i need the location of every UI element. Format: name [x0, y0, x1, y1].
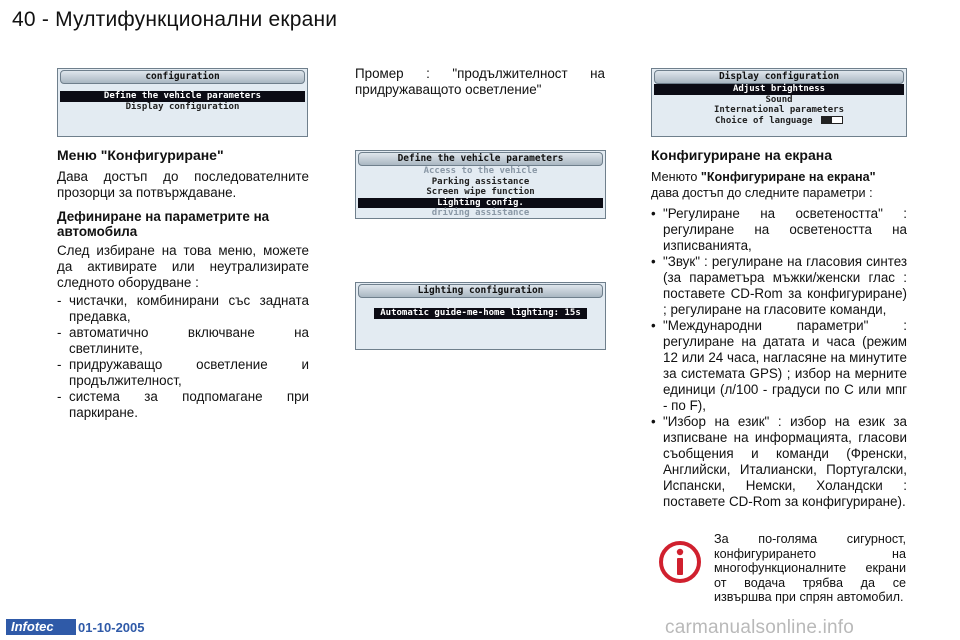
body-paragraph: След избиране на това меню, можете да активирате или неутрализирате следното оборудване :: [57, 243, 309, 290]
list-item: • "Регулиране на осветеността" : регулиране на осветеността на изписванията,: [651, 206, 907, 254]
screen-row: [652, 116, 906, 127]
screen-row: driving assistance: [431, 208, 530, 218]
screen-row: Sound: [765, 94, 793, 105]
list-item: • "Международни параметри" : регулиране на датата и часа (режим 12 или 24 часа, нагласяне на минутите за системата GPS) ; избор на мерните единици (л/100 - градуси по C или мпг - по F),: [651, 318, 907, 414]
footer: [6, 619, 145, 635]
settings-list: [651, 206, 907, 510]
intro-prefix: Менюто: [651, 170, 701, 184]
page-header: [12, 8, 337, 32]
screen-row: Access to the vehicle: [423, 166, 538, 176]
intro-bold: "Конфигуриране на екрана": [700, 170, 876, 184]
page-title: Мултифункционални екрани: [55, 8, 338, 31]
section-heading: Меню "Конфигуриране": [57, 147, 224, 163]
screen-row: Display configuration: [125, 101, 240, 112]
screen-row-selected: Lighting config.: [358, 198, 603, 209]
screen-row: Parking assistance: [431, 176, 530, 187]
page-number: 40: [12, 8, 36, 31]
watermark: carmanualsonline.info: [665, 617, 855, 638]
list-item: - автоматично включване на светлините,: [57, 325, 309, 357]
right-column: [651, 147, 907, 510]
info-icon: [658, 540, 702, 584]
example-caption: Промер : "продължителност на придружаващото осветление": [355, 66, 605, 97]
screen-row-label: Choice of language: [715, 115, 813, 126]
intro-paragraph: Дава достъп до последователните прозорци за потвърждаване.: [57, 169, 309, 200]
screen-row-selected: Define the vehicle parameters: [60, 91, 305, 102]
print-date: 01-10-2005: [78, 619, 145, 635]
flag-icon: [821, 116, 843, 124]
list-item: - придружаващо осветление и продължителност,: [57, 357, 309, 389]
lighting-configuration-screen: [355, 282, 606, 350]
list-item: • "Звук" : регулиране на гласовия синтез (за параметъра мъжки/женски глас : поставете CD-Rom за конфигуриране) ; регулиране на гласовите команди,: [651, 254, 907, 318]
screen-title-bar: configuration: [60, 70, 305, 84]
infotec-logo: Infotec: [6, 619, 76, 635]
configuration-screen: [57, 68, 308, 137]
screen-row: Screen wipe function: [426, 187, 535, 197]
display-configuration-screen: [651, 68, 907, 137]
screen-row-selected: Automatic guide-me-home lighting: 15s: [374, 308, 587, 319]
safety-note: За по-голяма сигурност, конфигурирането на многофункционалните екрани от водача трябва да се извършва при спрян автомобил.: [714, 532, 906, 604]
header-separator: -: [41, 8, 50, 31]
list-item: • "Избор на език" : избор на език за изписване на информацията, гласови съобщения и команди (Френски, Английски, Италиански, Португалски, Испански, Немски, Холандски : поставете CD-Rom за конфигуриране).: [651, 414, 907, 510]
list-item: - чистачки, комбинирани със задната предавка,: [57, 293, 309, 325]
screen-row: International parameters: [713, 105, 845, 115]
equipment-list: [57, 293, 309, 421]
list-item: - система за подпомагане при паркиране.: [57, 389, 309, 421]
screen-title-bar: Define the vehicle parameters: [358, 152, 603, 166]
intro-paragraph: [651, 169, 907, 201]
vehicle-parameters-screen: [355, 150, 606, 219]
intro-suffix: дава достъп до следните параметри :: [651, 186, 873, 200]
section-heading: Конфигуриране на екрана: [651, 147, 832, 163]
subsection-heading: Дефиниране на параметрите на автомобила: [57, 209, 270, 239]
screen-title-bar: Display configuration: [654, 70, 904, 84]
screen-title-bar: Lighting configuration: [358, 284, 603, 298]
screen-row-selected: Adjust brightness: [654, 84, 904, 95]
left-column: [57, 147, 309, 421]
